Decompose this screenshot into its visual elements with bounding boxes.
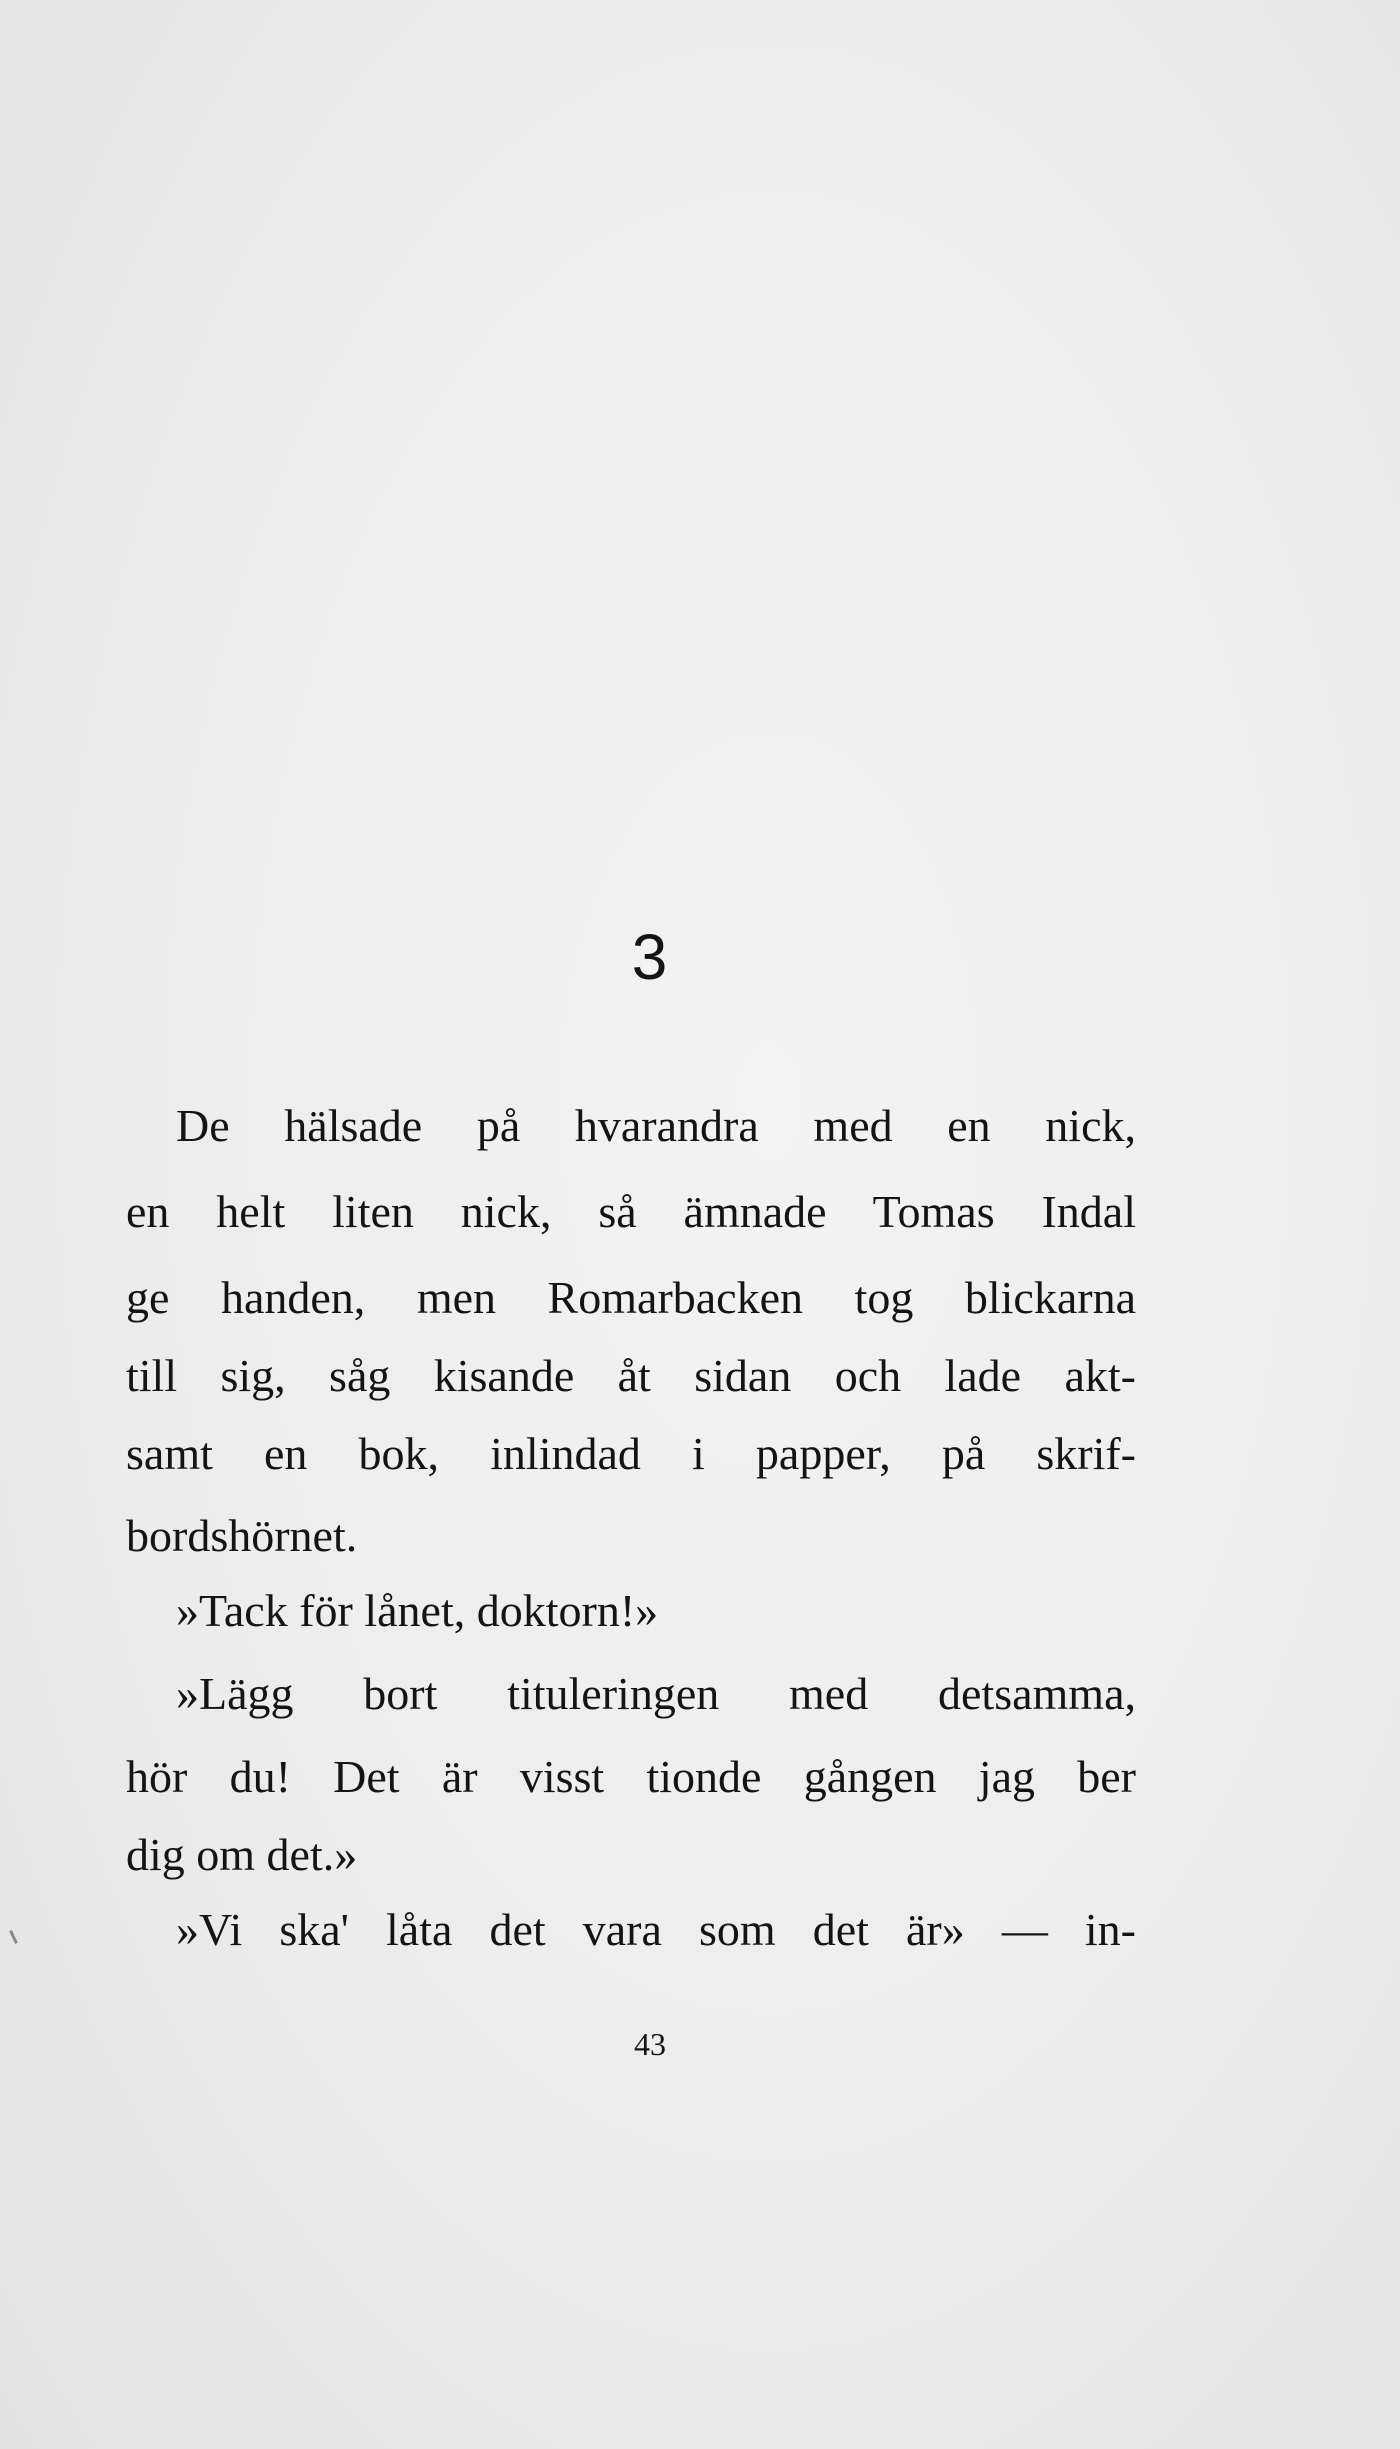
- text-line: samt en bok, inlindad i papper, på skrif-: [126, 1428, 1136, 1479]
- text-line: hör du! Det är visst tionde gången jag ber: [126, 1751, 1136, 1802]
- text-line: en helt liten nick, så ämnade Tomas Indal: [126, 1186, 1136, 1237]
- text-line: »Lägg bort tituleringen med detsamma,: [176, 1668, 1136, 1719]
- text-line: »Tack för lånet, doktorn!»: [176, 1585, 659, 1636]
- page-number: 43: [634, 2026, 666, 2062]
- text-line: ge handen, men Romarbacken tog blickarna: [126, 1272, 1136, 1323]
- chapter-number: 3: [631, 921, 669, 993]
- text-line: bordshörnet.: [126, 1510, 358, 1561]
- text-line: dig om det.»: [126, 1829, 358, 1880]
- text-line: »Vi ska' låta det vara som det är» — in-: [176, 1904, 1136, 1955]
- scan-edge-mark: [9, 1930, 18, 1944]
- text-line: De hälsade på hvarandra med en nick,: [176, 1100, 1136, 1151]
- text-line: till sig, såg kisande åt sidan och lade akt-: [126, 1350, 1136, 1401]
